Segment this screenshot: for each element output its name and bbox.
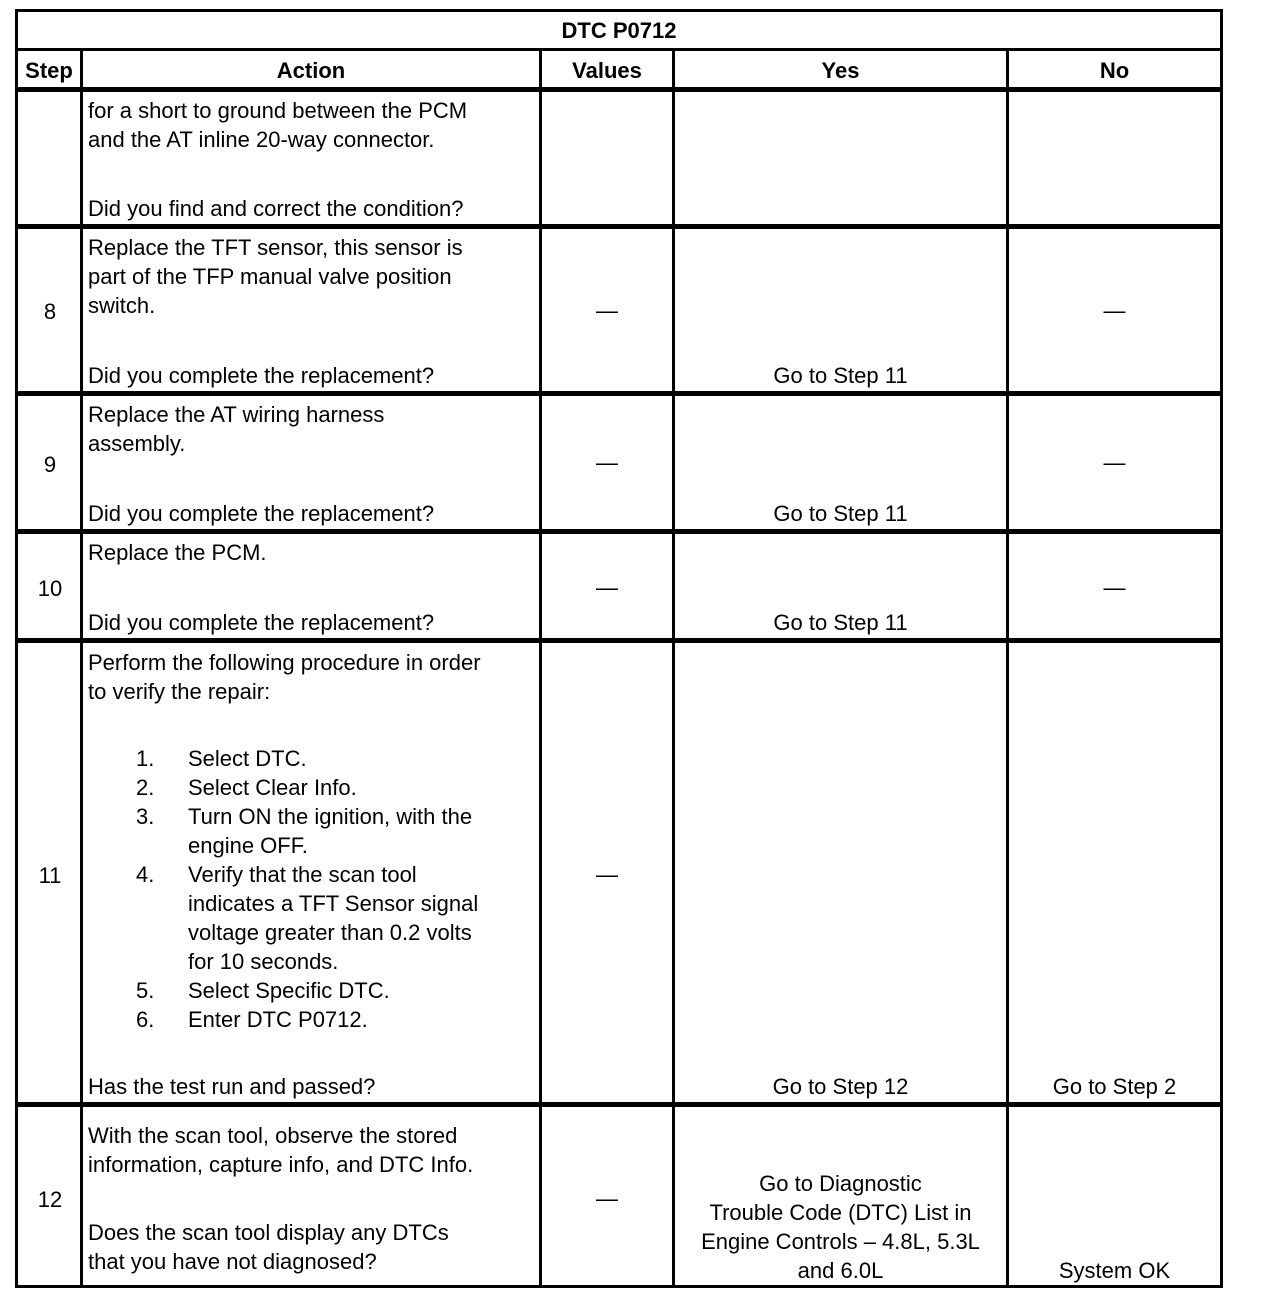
header-yes: Yes: [821, 58, 860, 83]
yes-cell: Go to Diagnostic Trouble Code (DTC) List in Engine Controls – 4.8L, 5.3L and 6.0L: [701, 1171, 980, 1283]
action-question: Did you find and correct the condition?: [88, 196, 464, 221]
divider: [18, 638, 1220, 643]
procedure-list: [88, 744, 540, 1034]
header-step: Step: [25, 58, 73, 83]
step-number: 9: [43, 452, 57, 477]
yes-cell: Go to Step 11: [773, 363, 908, 388]
no-cell: System OK: [1058, 1258, 1171, 1283]
action-text: Replace the TFT sensor, this sensor is part of the TFP manual valve position switch.: [88, 235, 463, 318]
list-item: 4. Verify that the scan tool indicates a TFT Sensor signal voltage greater than 0.2 volts for 10 seconds.: [136, 862, 479, 974]
no-cell: —: [1103, 298, 1126, 323]
divider: [18, 1102, 1220, 1107]
table-title: DTC P0712: [561, 18, 677, 43]
action-text: for a short to ground between the PCM and the AT inline 20-way connector.: [88, 98, 468, 152]
values-cell: —: [596, 450, 618, 475]
step-number: 10: [37, 576, 63, 601]
step-number: 8: [43, 299, 57, 324]
list-item: 6. Enter DTC P0712.: [136, 1007, 368, 1032]
no-cell: —: [1103, 575, 1126, 600]
action-text: Perform the following procedure in order to verify the repair:: [88, 650, 481, 704]
divider: [18, 48, 1220, 51]
list-item: 3. Turn ON the ignition, with the engine OFF.: [136, 804, 473, 858]
action-question: Does the scan tool display any DTCs that you have not diagnosed?: [88, 1220, 449, 1274]
values-cell: —: [596, 862, 618, 887]
step-number: 12: [37, 1187, 63, 1212]
list-item: 1. Select DTC.: [136, 746, 307, 771]
divider: [80, 48, 83, 1285]
action-text: With the scan tool, observe the stored information, capture info, and DTC Info.: [88, 1123, 474, 1177]
divider: [18, 224, 1220, 229]
yes-cell: Go to Step 12: [772, 1074, 909, 1099]
header-no: No: [1099, 58, 1130, 83]
action-question: Did you complete the replacement?: [88, 363, 435, 388]
divider: [18, 391, 1220, 396]
divider: [18, 529, 1220, 534]
diagnostic-table: [15, 9, 1223, 1288]
yes-cell: Go to Step 11: [773, 610, 908, 635]
action-text: Replace the AT wiring harness assembly.: [88, 402, 385, 456]
list-item: 5. Select Specific DTC.: [136, 978, 390, 1003]
yes-cell: Go to Step 11: [773, 501, 908, 526]
no-cell: —: [1103, 450, 1126, 475]
values-cell: —: [596, 575, 618, 600]
header-values: Values: [572, 58, 642, 83]
action-question: Did you complete the replacement?: [88, 610, 435, 635]
action-question: Did you complete the replacement?: [88, 501, 435, 526]
values-cell: —: [596, 1186, 618, 1211]
no-cell: Go to Step 2: [1052, 1074, 1177, 1099]
values-cell: —: [596, 298, 618, 323]
action-text: Replace the PCM.: [88, 540, 267, 565]
header-action: Action: [276, 58, 346, 83]
action-question: Has the test run and passed?: [88, 1074, 376, 1099]
list-item: 2. Select Clear Info.: [136, 775, 357, 800]
step-number: 11: [38, 863, 62, 888]
